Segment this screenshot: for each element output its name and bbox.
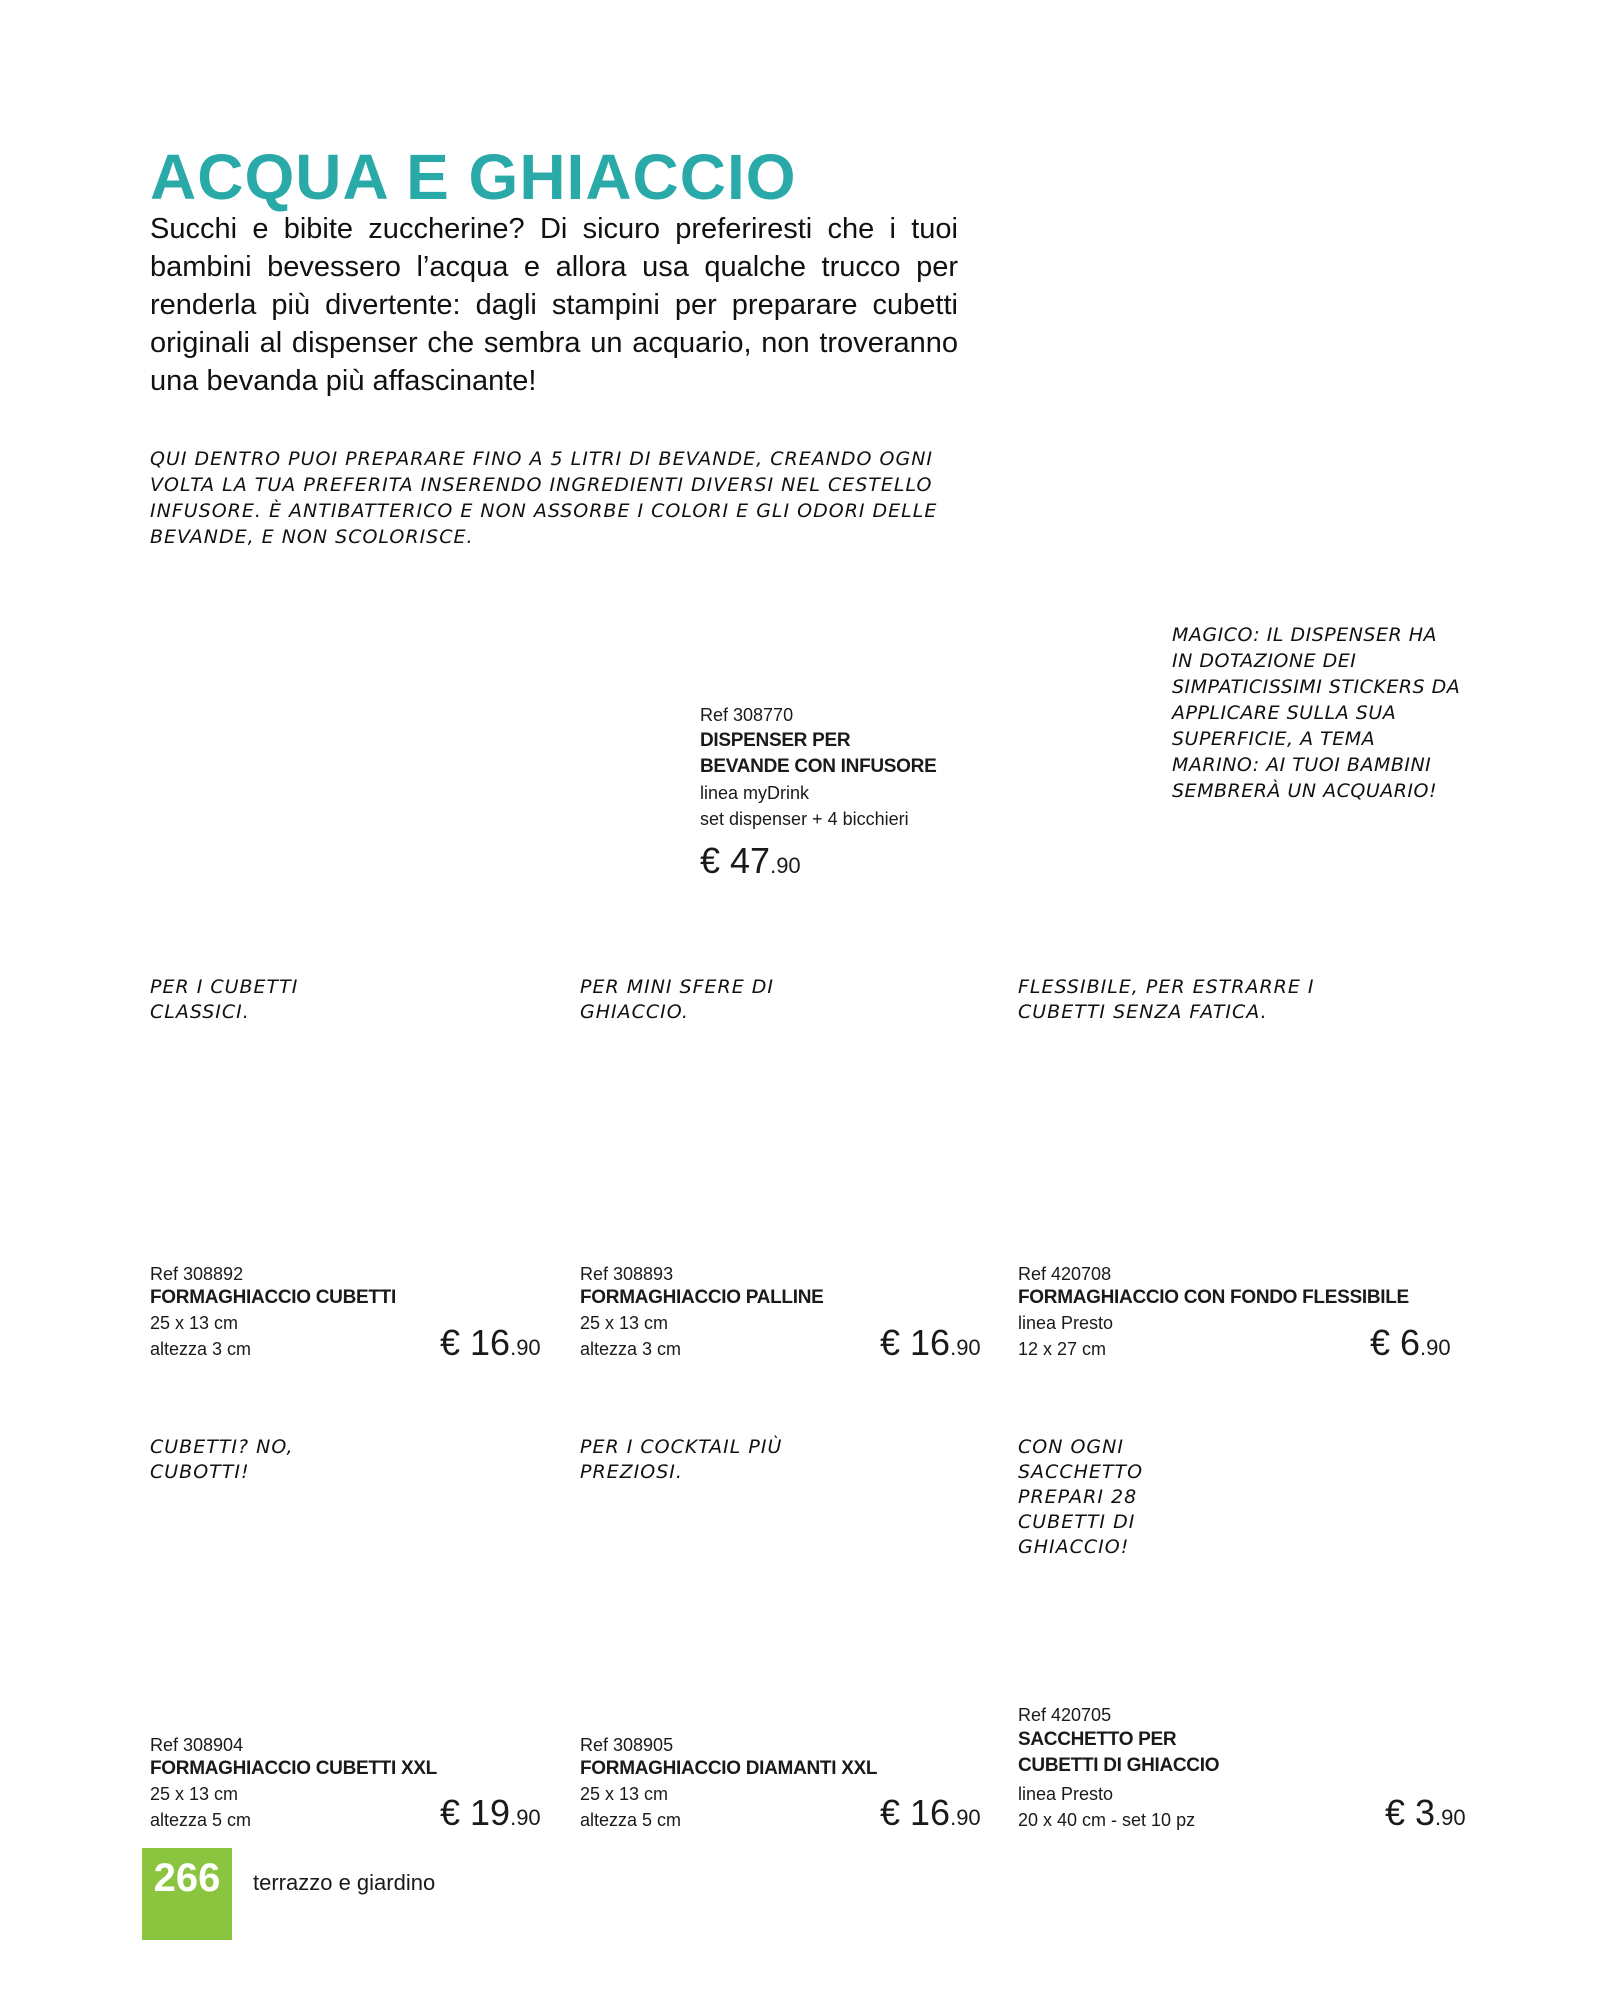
product-dim1: linea Presto bbox=[1018, 1313, 1114, 1333]
product-dim1: 25 x 13 cm bbox=[580, 1313, 669, 1333]
product-ref: Ref 420708 bbox=[1018, 1264, 1112, 1284]
intro-paragraph: Succhi e bibite zuccherine? Di sicuro preferiresti che i tuoi bambini bevessero l’acqua e allora usa qualche trucco per renderla più divertente: dagli stampini per preparare cubetti originali al dispenser che sembra un acquario, non troveranno una bevanda più affascinante! bbox=[150, 213, 958, 397]
product-dim1: linea Presto bbox=[1018, 1784, 1114, 1804]
product-caption: CON OGNI SACCHETTO PREPARI 28 CUBETTI DI GHIACCIO! bbox=[1018, 1436, 1144, 1558]
product-dim2: altezza 5 cm bbox=[580, 1810, 682, 1830]
magic-note: MAGICO: IL DISPENSER HA IN DOTAZIONE DEI SIMPATICISSIMI STICKERS DA APPLICARE SULLA SUA SUPERFICIE, A TEMA MARINO: AI TUOI BAMBINI SEMBRERÀ UN ACQUARIO! bbox=[1172, 624, 1461, 802]
section-name: terrazzo e giardino bbox=[253, 1870, 436, 1895]
product-name-line2: CUBETTI DI GHIACCIO bbox=[1018, 1755, 1220, 1776]
dispenser-name-line2: BEVANDE CON INFUSORE bbox=[700, 756, 937, 777]
dispenser-set: set dispenser + 4 bicchieri bbox=[700, 809, 909, 829]
product-dim2: altezza 5 cm bbox=[150, 1810, 252, 1830]
product-price: € 19.90 bbox=[440, 1792, 541, 1833]
product-ref: Ref 308905 bbox=[580, 1735, 674, 1755]
product-dim2: altezza 3 cm bbox=[150, 1339, 252, 1359]
product-price: € 6.90 bbox=[1370, 1322, 1451, 1363]
product-price: € 16.90 bbox=[880, 1792, 981, 1833]
product-name-line1: SACCHETTO PER bbox=[1018, 1729, 1177, 1750]
product-price: € 16.90 bbox=[440, 1322, 541, 1363]
product-dim1: 25 x 13 cm bbox=[150, 1313, 239, 1333]
product-ref: Ref 420705 bbox=[1018, 1705, 1112, 1725]
product-caption: CUBETTI? NO, CUBOTTI! bbox=[150, 1436, 294, 1483]
product-price: € 3.90 bbox=[1385, 1792, 1466, 1833]
product-name: FORMAGHIACCIO CON FONDO FLESSIBILE bbox=[1018, 1287, 1409, 1308]
product-caption: FLESSIBILE, PER ESTRARRE I CUBETTI SENZA FATICA. bbox=[1018, 976, 1315, 1023]
product-ref: Ref 308893 bbox=[580, 1264, 674, 1284]
product-name: FORMAGHIACCIO PALLINE bbox=[580, 1287, 824, 1308]
page-title: ACQUA E GHIACCIO bbox=[150, 141, 797, 213]
dispenser-price: € 47.90 bbox=[700, 840, 801, 881]
product-ref: Ref 308892 bbox=[150, 1264, 244, 1284]
product-price: € 16.90 bbox=[880, 1322, 981, 1363]
product-ref: Ref 308904 bbox=[150, 1735, 244, 1755]
dispenser-line: linea myDrink bbox=[700, 783, 810, 803]
product-dim2: 20 x 40 cm - set 10 pz bbox=[1018, 1810, 1196, 1830]
dispenser-ref: Ref 308770 bbox=[700, 705, 794, 725]
page-number: 266 bbox=[142, 1848, 232, 1940]
product-dim2: altezza 3 cm bbox=[580, 1339, 682, 1359]
product-name: FORMAGHIACCIO DIAMANTI XXL bbox=[580, 1758, 878, 1779]
product-name: FORMAGHIACCIO CUBETTI bbox=[150, 1287, 396, 1308]
product-dim2: 12 x 27 cm bbox=[1018, 1339, 1107, 1359]
product-caption: PER MINI SFERE DI GHIACCIO. bbox=[580, 976, 775, 1023]
product-dim1: 25 x 13 cm bbox=[580, 1784, 669, 1804]
product-name: FORMAGHIACCIO CUBETTI XXL bbox=[150, 1758, 437, 1779]
product-caption: PER I COCKTAIL PIÙ PREZIOSI. bbox=[580, 1436, 783, 1483]
product-caption: PER I CUBETTI CLASSICI. bbox=[150, 976, 299, 1023]
dispenser-name-line1: DISPENSER PER bbox=[700, 730, 851, 751]
dispenser-note: QUI DENTRO PUOI PREPARARE FINO A 5 LITRI DI BEVANDE, CREANDO OGNI VOLTA LA TUA PREFERITA INSERENDO INGREDIENTI DIVERSI NEL CESTELLO INFUSORE. È ANTIBATTERICO E NON ASSORBE I COLORI E GLI ODORI DELLE BEVANDE, E NON SCOLORISCE. bbox=[150, 448, 938, 548]
product-dim1: 25 x 13 cm bbox=[150, 1784, 239, 1804]
